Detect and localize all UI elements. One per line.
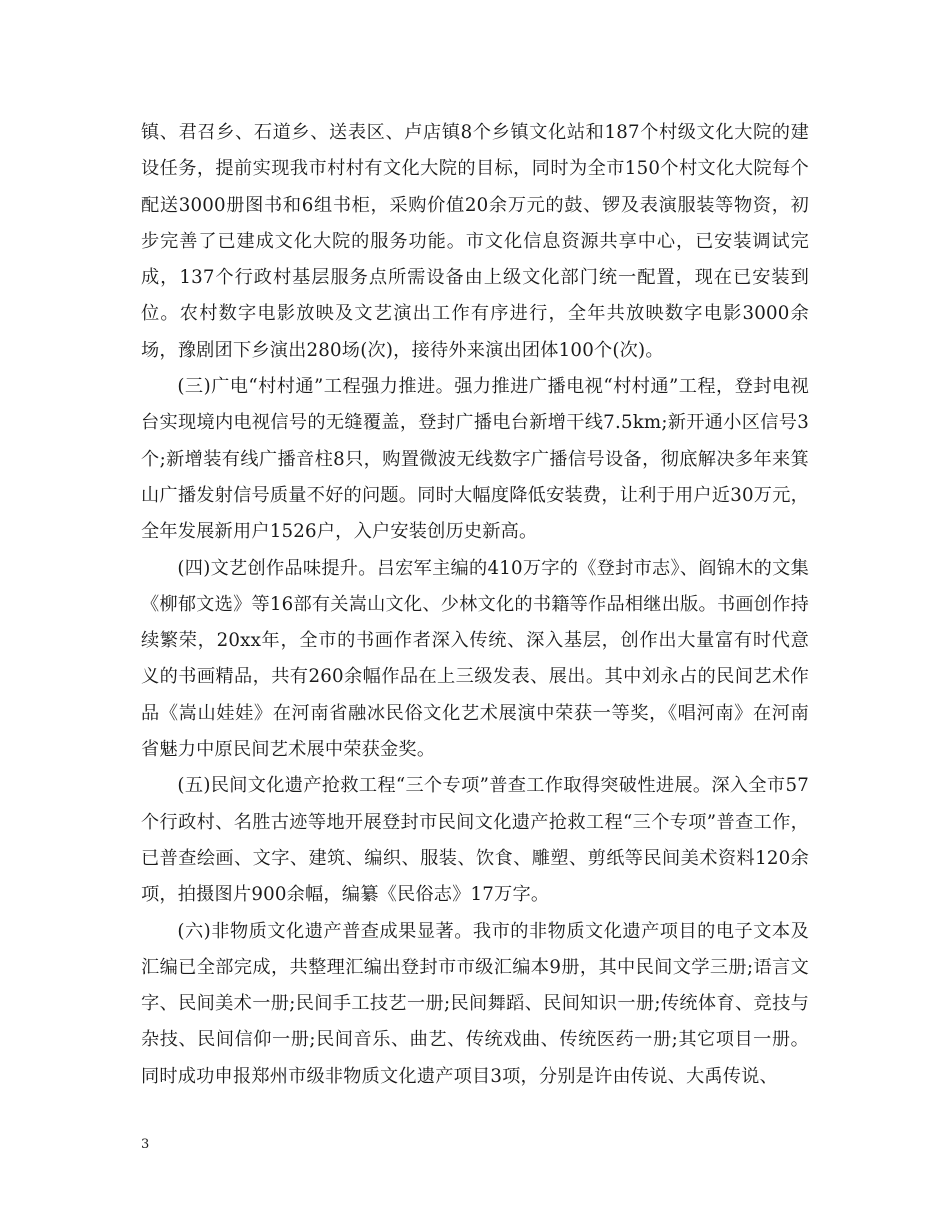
paragraph-2: (三)广电“村村通”工程强力推进。强力推进广播电视“村村通”工程，登封电视台实现境内电视信号的无缝覆盖，登封广播电台新增干线7.5km;新开通小区信号3个;新增装有线广播音柱8只，购置微波无线数字广播信号设备，彻底解决多年来箕山广播发射信号质量不好的问题。同时大幅度降低安装费，让利于用户近30万元，全年发展新用户1526户，入户安装创历史新高。 xyxy=(141,376,809,543)
paragraph-3: (四)文艺创作品味提升。吕宏军主编的410万字的《登封市志》、阎锦木的文集《柳郁文选》等16部有关嵩山文化、少林文化的书籍等作品相继出版。书画创作持续繁荣，20xx年，全市的书画作者深入传统、深入基层，创作出大量富有时代意义的书画精品，共有260余幅作品在上三级发表、展出。其中刘永占的民间艺术作品《嵩山娃娃》在河南省融冰民俗文化艺术展演中荣获一等奖，《唱河南》在河南省魅力中原民间艺术展中荣获金奖。 xyxy=(141,557,809,761)
document-body xyxy=(141,115,809,1095)
page-number: 3 xyxy=(141,1137,150,1152)
paragraph-5: (六)非物质文化遗产普查成果显著。我市的非物质文化遗产项目的电子文本及汇编已全部完成，共整理汇编出登封市市级汇编本9册，其中民间文学三册;语言文字、民间美术一册;民间手工技艺一册;民间舞蹈、民间知识一册;传统体育、竞技与杂技、民间信仰一册;民间音乐、曲艺、传统戏曲、传统医药一册;其它项目一册。同时成功申报郑州市级非物质文化遗产项目3项，分别是许由传说、大禹传说、 xyxy=(141,920,809,1087)
paragraph-1: 镇、君召乡、石道乡、送表区、卢店镇8个乡镇文化站和187个村级文化大院的建设任务，提前实现我市村村有文化大院的目标，同时为全市150个村文化大院每个配送3000册图书和6组书柜，采购价值20余万元的鼓、锣及表演服装等物资，初步完善了已建成文化大院的服务功能。市文化信息资源共享中心，已安装调试完成，137个行政村基层服务点所需设备由上级文化部门统一配置，现在已安装到位。农村数字电影放映及文艺演出工作有序进行，全年共放映数字电影3000余场，豫剧团下乡演出280场(次)，接待外来演出团体100个(次)。 xyxy=(141,122,809,361)
paragraph-4: (五)民间文化遗产抢救工程“三个专项”普查工作取得突破性进展。深入全市57个行政村、名胜古迹等地开展登封市民间文化遗产抢救工程“三个专项”普查工作，已普查绘画、文字、建筑、编织、服装、饮食、雕塑、剪纸等民间美术资料120余项，拍摄图片900余幅，编纂《民俗志》17万字。 xyxy=(141,775,809,906)
